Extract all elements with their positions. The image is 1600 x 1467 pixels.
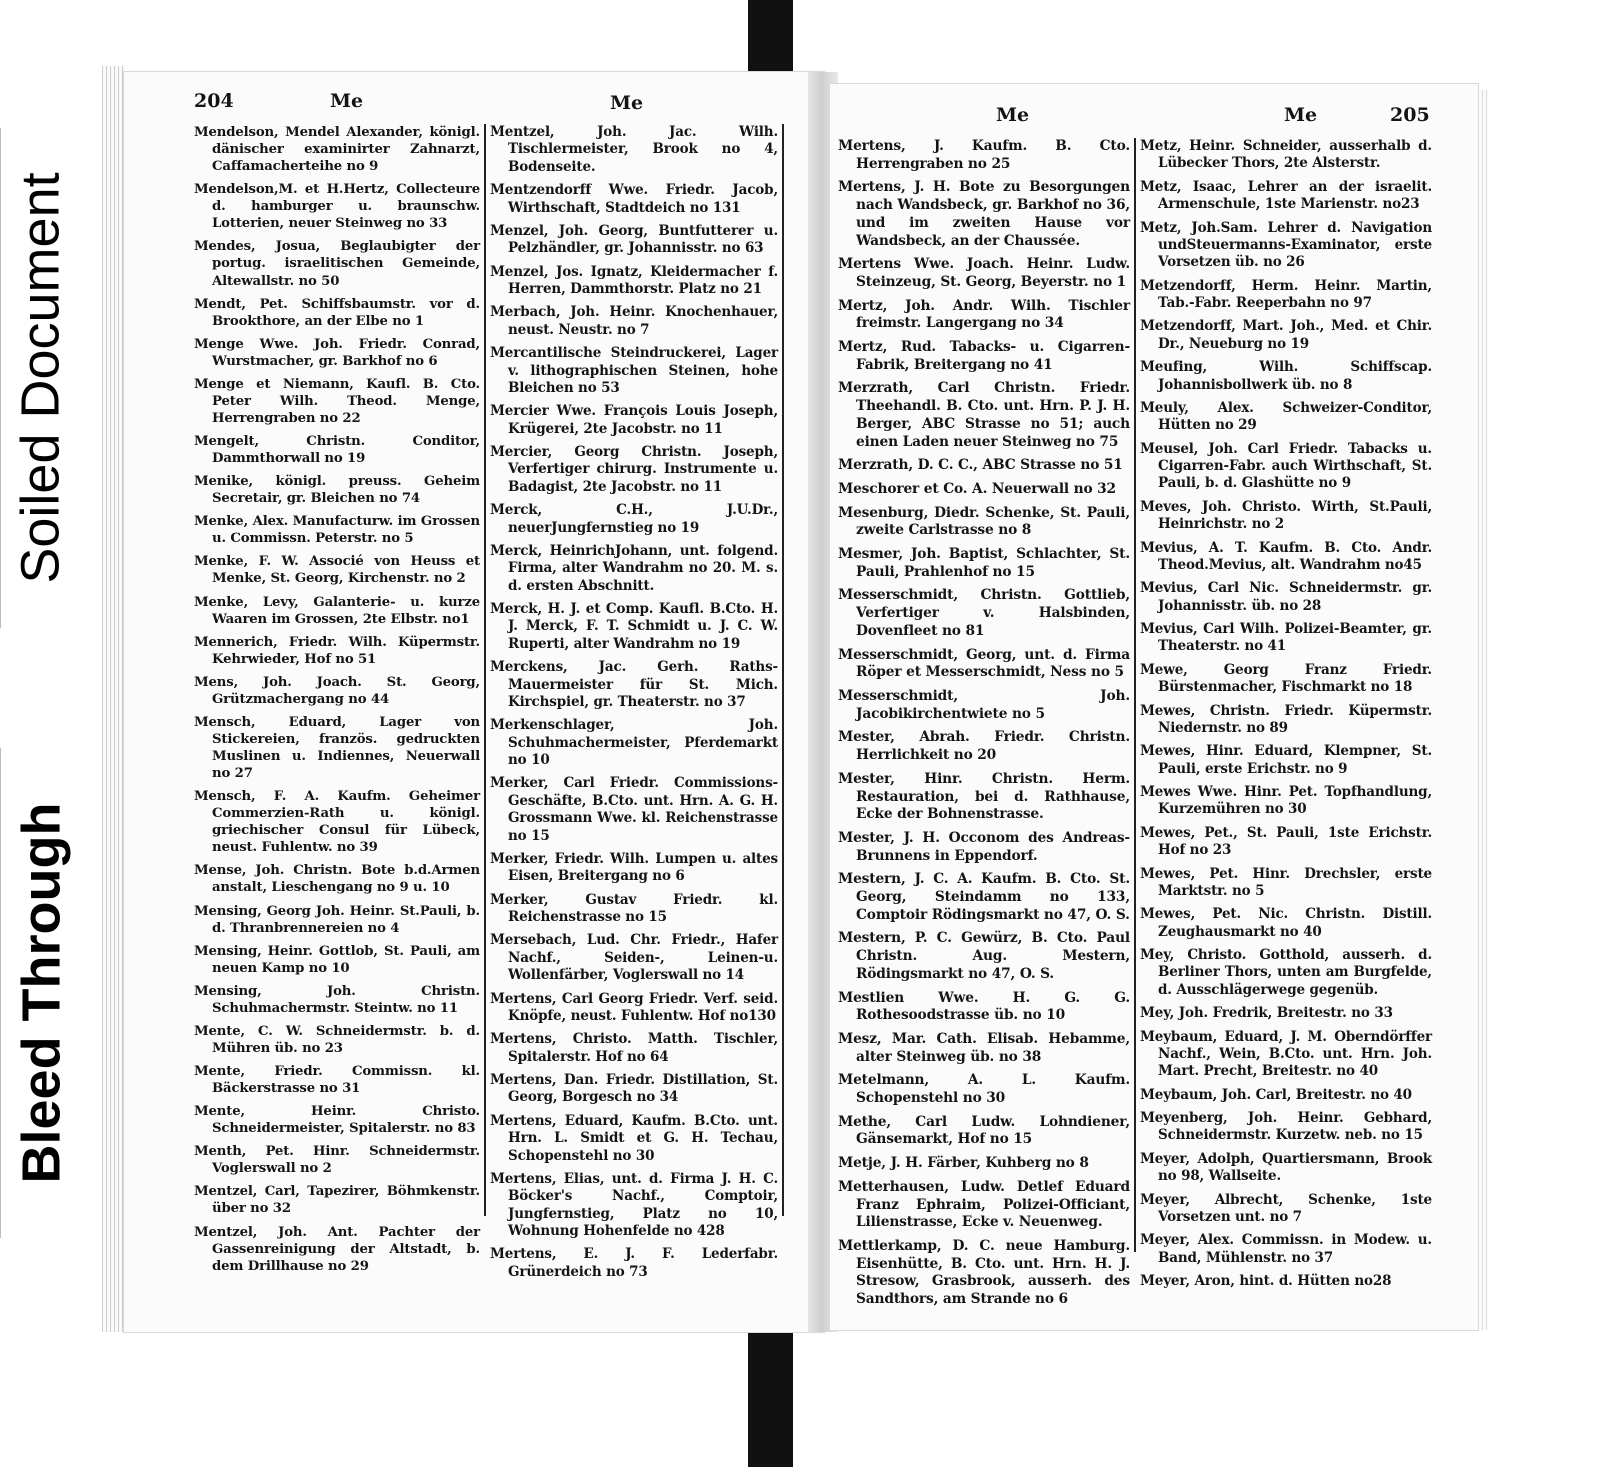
directory-entry: Merker, Gustav Friedr. kl. Reichenstrasse no 15 bbox=[490, 891, 778, 925]
right-running-head-right: Me bbox=[1284, 104, 1318, 126]
directory-entry: Mendt, Pet. Schiffsbaumstr. vor d. Brookthore, an der Elbe no 1 bbox=[194, 296, 480, 329]
directory-entry: Mevius, A. T. Kaufm. B. Cto. Andr. Theod.Mevius, alt. Wandrahm no45 bbox=[1140, 539, 1432, 573]
directory-entry: Merbach, Joh. Heinr. Knochenhauer, neust. Neustr. no 7 bbox=[490, 304, 778, 338]
soiled-document-text: Soiled Document bbox=[11, 172, 72, 584]
directory-entry: Meschorer et Co. A. Neuerwall no 32 bbox=[838, 480, 1116, 497]
directory-entry: Mestlien Wwe. H. G. G. Rothesoodstrasse üb. no 10 bbox=[838, 989, 1130, 1024]
directory-entry: Mewes, Pet. Hinr. Drechsler, erste Marktstr. no 5 bbox=[1140, 865, 1432, 899]
left-page-column-2 bbox=[490, 124, 778, 1281]
directory-entry: Merker, Friedr. Wilh. Lumpen u. altes Eisen, Breitergang no 6 bbox=[490, 850, 778, 885]
directory-entry: Methe, Carl Ludw. Lohndiener, Gänsemarkt, Hof no 15 bbox=[838, 1113, 1130, 1148]
directory-entry: Mey, Joh. Fredrik, Breitestr. no 33 bbox=[1140, 1005, 1393, 1022]
directory-entry: Mesenburg, Diedr. Schenke, St. Pauli, zweite Carlstrasse no 8 bbox=[838, 504, 1130, 539]
directory-entry: Mester, J. H. Occonom des Andreas-Brunnens in Eppendorf. bbox=[838, 829, 1130, 864]
directory-entry: Mertens, Elias, unt. d. Firma J. H. C. Böcker's Nachf., Comptoir, Jungfernstieg, Platz no 10, Wohnung Hohenfelde no 428 bbox=[490, 1170, 778, 1239]
directory-entry: Mevius, Carl Nic. Schneidermstr. gr. Johannisstr. üb. no 28 bbox=[1140, 580, 1432, 614]
left-page-number: 204 bbox=[194, 90, 234, 112]
directory-entry: Mercantilische Steindruckerei, Lager v. lithographischen Steinen, hohe Bleichen no 53 bbox=[490, 345, 778, 396]
directory-entry: Merzrath, D. C. C., ABC Strasse no 51 bbox=[838, 457, 1123, 474]
directory-entry: Metzendorff, Mart. Joh., Med. et Chir. Dr., Neueburg no 19 bbox=[1140, 318, 1432, 352]
directory-entry: Mentzel, Joh. Jac. Wilh. Tischlermeister, Brook no 4, Bodenseite. bbox=[490, 124, 778, 175]
directory-entry: Mensch, Eduard, Lager von Stickereien, französ. gedruckten Muslinen u. Indiennes, Neuerwall no 27 bbox=[194, 714, 480, 782]
directory-entry: Mewes, Hinr. Eduard, Klempner, St. Pauli, erste Erichstr. no 9 bbox=[1140, 743, 1432, 777]
right-page-column-2 bbox=[1140, 138, 1432, 1290]
directory-entry: Mestern, J. C. A. Kaufm. B. Cto. St. Georg, Steindamm no 133, Comptoir Rödingsmarkt no 47, O. S. bbox=[838, 871, 1130, 923]
directory-entry: Meybaum, Joh. Carl, Breitestr. no 40 bbox=[1140, 1086, 1412, 1103]
directory-entry: Metz, Joh.Sam. Lehrer d. Navigation undSteuermanns-Examinator, erste Vorsetzen üb. no 26 bbox=[1140, 219, 1432, 271]
left-page bbox=[124, 72, 824, 1332]
directory-entry: Mentzendorff Wwe. Friedr. Jacob, Wirthschaft, Stadtdeich no 131 bbox=[490, 182, 778, 216]
directory-entry: Menzel, Joh. Georg, Buntfutterer u. Pelzhändler, gr. Johannisstr. no 63 bbox=[490, 222, 778, 257]
directory-entry: Mertens, J. Kaufm. B. Cto. Herrengraben no 25 bbox=[838, 138, 1130, 172]
directory-entry: Menke, Levy, Galanterie- u. kurze Waaren im Grossen, 2te Elbstr. no1 bbox=[194, 594, 480, 627]
directory-entry: Menke, Alex. Manufacturw. im Grossen u. Commissn. Peterstr. no 5 bbox=[194, 514, 480, 547]
directory-entry: Metje, J. H. Färber, Kuhberg no 8 bbox=[838, 1155, 1089, 1172]
directory-entry: Mertz, Joh. Andr. Wilh. Tischler freimstr. Langergang no 34 bbox=[838, 297, 1130, 332]
directory-entry: Mester, Abrah. Friedr. Christn. Herrlichkeit no 20 bbox=[838, 729, 1130, 764]
directory-entry: Mewes, Christn. Friedr. Küpermstr. Niedernstr. no 89 bbox=[1140, 702, 1432, 736]
directory-entry: Merck, H. J. et Comp. Kaufl. B.Cto. H. J. Merck, F. T. Schmidt u. J. C. W. Ruperti, alter Wandrahm no 19 bbox=[490, 601, 778, 652]
directory-entry: Mentzel, Joh. Ant. Pachter der Gassenreinigung der Altstadt, b. dem Drillhause no 29 bbox=[194, 1224, 480, 1274]
column-rule bbox=[1134, 138, 1136, 1252]
right-page-column-1 bbox=[838, 138, 1130, 1309]
directory-entry: Menke, F. W. Associé von Heuss et Menke, St. Georg, Kirchenstr. no 2 bbox=[194, 554, 480, 587]
directory-entry: Mewes Wwe. Hinr. Pet. Topfhandlung, Kurzemühren no 30 bbox=[1140, 784, 1432, 818]
directory-entry: Mendes, Josua, Beglaubigter der portug. israelitischen Gemeinde, Altewallstr. no 50 bbox=[194, 239, 480, 289]
directory-entry: Metzendorff, Herm. Heinr. Martin, Tab.-Fabr. Reeperbahn no 97 bbox=[1140, 277, 1432, 311]
directory-entry: Meybaum, Eduard, J. M. Oberndörffer Nachf., Wein, B.Cto. unt. Hrn. Joh. Mart. Precht, Breitestr. no 40 bbox=[1140, 1028, 1432, 1080]
directory-entry: Mertens, Eduard, Kaufm. B.Cto. unt. Hrn. L. Smidt et G. H. Techau, Schopenstehl no 30 bbox=[490, 1112, 778, 1164]
directory-entry: Mente, Friedr. Commissn. kl. Bäckerstrasse no 31 bbox=[194, 1064, 480, 1097]
bleed-through-text: Bleed Through bbox=[11, 802, 72, 1184]
directory-entry: Mersebach, Lud. Chr. Friedr., Hafer Nachf., Seiden-, Leinen-u. Wollenfärber, Voglerswall no 14 bbox=[490, 932, 778, 984]
directory-entry: Messerschmidt, Georg, unt. d. Firma Röper et Messerschmidt, Ness no 5 bbox=[838, 646, 1130, 681]
directory-entry: Meves, Joh. Christo. Wirth, St.Pauli, Heinrichstr. no 2 bbox=[1140, 498, 1432, 533]
directory-entry: Merck, HeinrichJohann, unt. folgend. Firma, alter Wandrahm no 20. M. s. d. ersten Abschnitt. bbox=[490, 542, 778, 594]
directory-entry: Meyer, Alex. Commissn. in Modew. u. Band, Mühlenstr. no 37 bbox=[1140, 1232, 1432, 1266]
directory-entry: Meuly, Alex. Schweizer-Conditor, Hütten no 29 bbox=[1140, 399, 1432, 434]
directory-entry: Mevius, Carl Wilh. Polizei-Beamter, gr. Theaterstr. no 41 bbox=[1140, 621, 1432, 655]
directory-entry: Mewe, Georg Franz Friedr. Bürstenmacher, Fischmarkt no 18 bbox=[1140, 661, 1432, 696]
directory-entry: Mewes, Pet. Nic. Christn. Distill. Zeughausmarkt no 40 bbox=[1140, 906, 1432, 940]
directory-entry: Mengelt, Christn. Conditor, Dammthorwall no 19 bbox=[194, 434, 480, 467]
directory-entry: Mennerich, Friedr. Wilh. Küpermstr. Kehrwieder, Hof no 51 bbox=[194, 634, 480, 667]
left-running-head-center: Me bbox=[610, 92, 644, 114]
directory-entry: Metterhausen, Ludw. Detlef Eduard Franz Ephraim, Polizei-Officiant, Lilienstrasse, Ecke v. Neuenweg. bbox=[838, 1178, 1130, 1231]
directory-entry: Meyenberg, Joh. Heinr. Gebhard, Schneidermstr. Kurzetw. neb. no 15 bbox=[1140, 1110, 1432, 1144]
directory-entry: Mendelson, Mendel Alexander, königl. dänischer examinirter Zahnarzt, Caffamacherteihe no 9 bbox=[194, 125, 480, 175]
directory-entry: Meyer, Aron, hint. d. Hütten no28 bbox=[1140, 1273, 1392, 1289]
directory-entry: Meusel, Joh. Carl Friedr. Tabacks u. Cigarren-Fabr. auch Wirthschaft, St. Pauli, b. d. Glashütte no 9 bbox=[1140, 440, 1432, 492]
directory-entry: Menike, königl. preuss. Geheim Secretair, gr. Bleichen no 74 bbox=[194, 474, 480, 507]
directory-entry: Menzel, Jos. Ignatz, Kleidermacher f. Herren, Dammthorstr. Platz no 21 bbox=[490, 263, 778, 297]
directory-entry: Metz, Heinr. Schneider, ausserhalb d. Lübecker Thors, 2te Alsterstr. bbox=[1140, 138, 1432, 172]
directory-entry: Menth, Pet. Hinr. Schneidermstr. Voglerswall no 2 bbox=[194, 1144, 480, 1177]
directory-entry: Mensing, Heinr. Gottlob, St. Pauli, am neuen Kamp no 10 bbox=[194, 943, 480, 976]
directory-entry: Mendelson,M. et H.Hertz, Collecteure d. hamburger u. braunschw. Lotterien, neuer Steinweg no 33 bbox=[194, 182, 480, 232]
directory-entry: Meufing, Wilh. Schiffscap. Johannisbollwerk üb. no 8 bbox=[1140, 359, 1432, 393]
directory-entry: Mensing, Georg Joh. Heinr. St.Pauli, b. d. Thranbrennereien no 4 bbox=[194, 903, 480, 936]
directory-entry: Menge et Niemann, Kaufl. B. Cto. Peter Wilh. Theod. Menge, Herrengraben no 22 bbox=[194, 376, 480, 426]
directory-entry: Messerschmidt, Christn. Gottlieb, Verfertiger v. Halsbinden, Dovenfleet no 81 bbox=[838, 587, 1130, 639]
directory-entry: Mertens Wwe. Joach. Heinr. Ludw. Steinzeug, St. Georg, Beyerstr. no 1 bbox=[838, 256, 1130, 290]
right-page bbox=[830, 84, 1478, 1330]
column-rule bbox=[484, 124, 486, 1216]
directory-entry: Merckens, Jac. Gerh. Raths-Mauermeister für St. Mich. Kirchspiel, gr. Theaterstr. no 37 bbox=[490, 659, 778, 710]
directory-entry: Merkenschlager, Joh. Schuhmachermeister, Pferdemarkt no 10 bbox=[490, 717, 778, 768]
directory-entry: Mesz, Mar. Cath. Elisab. Hebamme, alter Steinweg üb. no 38 bbox=[838, 1030, 1130, 1065]
directory-entry: Meyer, Albrecht, Schenke, 1ste Vorsetzen unt. no 7 bbox=[1140, 1191, 1432, 1225]
right-running-head: Me bbox=[996, 104, 1030, 126]
directory-entry: Metelmann, A. L. Kaufm. Schopenstehl no 30 bbox=[838, 1072, 1130, 1107]
directory-entry: Metz, Isaac, Lehrer an der israelit. Armenschule, 1ste Marienstr. no23 bbox=[1140, 178, 1432, 213]
directory-entry: Mensing, Joh. Christn. Schuhmachermstr. Steintw. no 11 bbox=[194, 983, 480, 1016]
directory-entry: Mentzel, Carl, Tapezirer, Böhmkenstr. über no 32 bbox=[194, 1184, 480, 1217]
left-page-column-1 bbox=[194, 124, 480, 1275]
directory-entry: Mettlerkamp, D. C. neue Hamburg. Eisenhütte, B. Cto. unt. Hrn. H. J. Stresow, Grasbrook, ausserh. des Sandthors, am Strande no 6 bbox=[838, 1237, 1130, 1308]
soiled-document-label bbox=[0, 128, 81, 628]
directory-entry: Mertz, Rud. Tabacks- u. Cigarren-Fabrik, Breitergang no 41 bbox=[838, 339, 1130, 373]
directory-entry: Mensch, F. A. Kaufm. Geheimer Commerzien-Rath u. königl. griechischer Consul für Lübeck, neust. Fuhlentw. no 39 bbox=[194, 789, 480, 856]
bleed-through-label bbox=[0, 748, 81, 1238]
directory-entry: Mertens, Dan. Friedr. Distillation, St. Georg, Borgesch no 34 bbox=[490, 1072, 778, 1106]
directory-entry: Mewes, Pet., St. Pauli, 1ste Erichstr. Hof no 23 bbox=[1140, 824, 1432, 859]
directory-entry: Mense, Joh. Christn. Bote b.d.Armen anstalt, Lieschengang no 9 u. 10 bbox=[194, 863, 480, 896]
directory-entry: Mente, Heinr. Christo. Schneidermeister, Spitalerstr. no 83 bbox=[194, 1104, 480, 1137]
directory-entry: Mey, Christo. Gotthold, ausserh. d. Berliner Thors, unten am Burgfelde, d. Ausschlägerwege gegenüb. bbox=[1140, 947, 1432, 998]
binding-strip-bottom bbox=[748, 1332, 793, 1467]
right-page-number: 205 bbox=[1390, 104, 1430, 126]
binding-strip-top bbox=[748, 0, 793, 72]
directory-entry: Meyer, Adolph, Quartiersmann, Brook no 98, Wallseite. bbox=[1140, 1150, 1432, 1185]
directory-entry: Mente, C. W. Schneidermstr. b. d. Mühren üb. no 23 bbox=[194, 1023, 480, 1056]
directory-entry: Menge Wwe. Joh. Friedr. Conrad, Wurstmacher, gr. Barkhof no 6 bbox=[194, 336, 480, 369]
directory-entry: Messerschmidt, Joh. Jacobikirchentwiete no 5 bbox=[838, 687, 1130, 722]
directory-entry: Mercier, Georg Christn. Joseph, Verfertiger chirurg. Instrumente u. Badagist, 2te Jacobstr. no 11 bbox=[490, 444, 778, 495]
directory-entry: Mertens, E. J. F. Lederfabr. Grünerdeich no 73 bbox=[490, 1246, 778, 1280]
directory-entry: Mester, Hinr. Christn. Herm. Restauration, bei d. Rathhause, Ecke der Bohnenstrasse. bbox=[838, 770, 1130, 823]
directory-entry: Merker, Carl Friedr. Commissions-Geschäfte, B.Cto. unt. Hrn. A. G. H. Grossmann Wwe. kl. Reichenstrasse no 15 bbox=[490, 775, 778, 844]
directory-entry: Mertens, J. H. Bote zu Besorgungen nach Wandsbeck, gr. Barkhof no 36, und im zweiten Hause vor Wandsbeck, an der Chaussée. bbox=[838, 179, 1130, 249]
page-edges-right bbox=[1478, 90, 1488, 1330]
directory-entry: Mestern, P. C. Gewürz, B. Cto. Paul Christn. Aug. Mestern, Rödingsmarkt no 47, O. S. bbox=[838, 930, 1130, 982]
column-rule bbox=[782, 124, 784, 1216]
directory-entry: Mesmer, Joh. Baptist, Schlachter, St. Pauli, Prahlenhof no 15 bbox=[838, 546, 1130, 580]
directory-entry: Merck, C.H., J.U.Dr., neuerJungfernstieg no 19 bbox=[490, 502, 778, 536]
directory-entry: Mercier Wwe. François Louis Joseph, Krügerei, 2te Jacobstr. no 11 bbox=[490, 403, 778, 437]
page-edges-left bbox=[102, 66, 124, 1332]
directory-entry: Merzrath, Carl Christn. Friedr. Theehandl. B. Cto. unt. Hrn. P. J. H. Berger, ABC Strasse no 51; auch einen Laden neuer Steinweg no 75 bbox=[838, 380, 1130, 450]
directory-entry: Mertens, Christo. Matth. Tischler, Spitalerstr. Hof no 64 bbox=[490, 1031, 778, 1065]
left-running-head: Me bbox=[330, 90, 364, 112]
directory-entry: Mertens, Carl Georg Friedr. Verf. seid. Knöpfe, neust. Fuhlentw. Hof no130 bbox=[490, 990, 778, 1024]
directory-entry: Mens, Joh. Joach. St. Georg, Grützmachergang no 44 bbox=[194, 674, 480, 707]
